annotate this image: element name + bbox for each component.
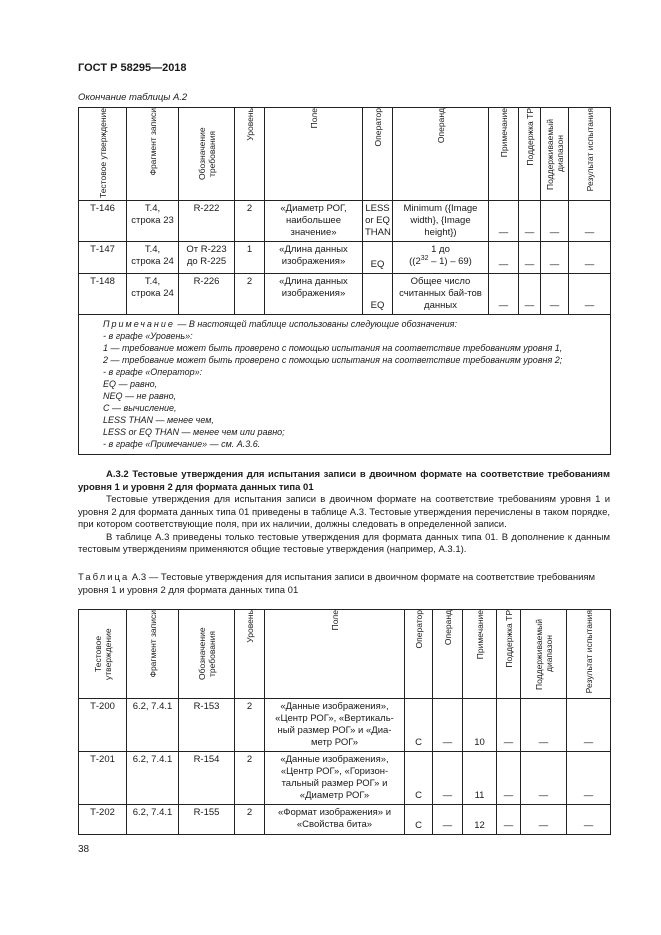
cell-tp: — — [519, 274, 541, 315]
col-header: Уровень — [244, 108, 255, 141]
cell-field: «Длина данных изображения» — [265, 242, 363, 274]
cell-requirement: R-153 — [179, 699, 235, 752]
col-header: Поддержка ТР — [524, 108, 535, 166]
cell-level: 2 — [235, 274, 265, 315]
note-line: EQ — равно, — [103, 379, 158, 389]
cell-note: 11 — [463, 752, 497, 805]
col-header: Примечание — [498, 108, 509, 158]
page-number: 38 — [78, 844, 90, 855]
cell-fragment: 6.2, 7.4.1 — [127, 805, 179, 835]
section-heading: А.3.2 Тестовые утверждения для испытания записи в двоичном формате на соответствие требованиям уровня 1 и уровня 2 для формата данных типа 01 — [78, 469, 610, 493]
cell-fragment: 6.2, 7.4.1 — [127, 699, 179, 752]
cell-fragment: Т.4, строка 24 — [127, 242, 179, 274]
cell-operand: Minimum ({Image width}, {Image height}) — [393, 201, 489, 242]
col-header: Поддерживаемый диапазон — [533, 618, 554, 690]
col-header: Операнд — [435, 108, 446, 144]
cell-id: Т-202 — [79, 805, 127, 835]
cell-fragment: Т.4, строка 23 — [127, 201, 179, 242]
cell-operator: EQ — [363, 274, 393, 315]
cell-fragment: Т.4, строка 24 — [127, 274, 179, 315]
col-header: Оператор — [413, 610, 424, 649]
table2-caption-text: А.3 — Тестовые утверждения для испытания записи в двоичном формате на соответствие требованиям уровня 1 и уровня 2 для формата данных типа 01 — [78, 572, 596, 596]
table-a2-end — [78, 107, 611, 455]
cell-range: — — [541, 242, 569, 274]
cell-fragment: 6.2, 7.4.1 — [127, 752, 179, 805]
cell-operand: — — [433, 805, 463, 835]
note-title: Примечание — [103, 319, 175, 329]
cell-field: «Данные изображения», «Центр РОГ», «Горизон-тальный размер РОГ» и «Диаметр РОГ» — [265, 752, 405, 805]
cell-operand: Общее число считанных бай-тов данных — [393, 274, 489, 315]
cell-field: «Диаметр РОГ, наибольшее значение» — [265, 201, 363, 242]
cell-requirement: R-222 — [179, 201, 235, 242]
cell-note: 12 — [463, 805, 497, 835]
note-line: LESS THAN — менее чем, — [103, 415, 214, 425]
col-header: Фрагмент записи — [147, 108, 158, 176]
col-header: Уровень — [244, 610, 255, 643]
section-a32 — [78, 469, 610, 557]
cell-field: «Формат изображения» и «Свойства бита» — [265, 805, 405, 835]
note-row — [79, 315, 611, 455]
section-paragraph: Тестовые утверждения для испытания записи в двоичном формате на соответствие требованиям уровня 1 и уровня 2 для формата данных типа 01 приведены в таблице А.3. Тестовые утверждения перечислены в таком порядке, при котором соответствующие поля, при их наличии, должны следовать в определенной записи. — [78, 494, 610, 530]
cell-range: — — [521, 805, 567, 835]
col-header: Результат испытания — [584, 108, 595, 192]
note-line: - в графе «Уровень»: — [103, 331, 193, 341]
cell-id: Т-146 — [79, 201, 127, 242]
cell-result: — — [569, 274, 611, 315]
cell-note: — — [489, 201, 519, 242]
cell-range: — — [521, 752, 567, 805]
cell-result: — — [567, 699, 611, 752]
cell-note: — — [489, 274, 519, 315]
cell-note: 10 — [463, 699, 497, 752]
cell-level: 2 — [235, 201, 265, 242]
note-line: С — вычисление, — [103, 403, 177, 413]
note-line: NEQ — не равно, — [103, 391, 177, 401]
cell-operand: — — [433, 699, 463, 752]
col-header: Обозначение требования — [196, 627, 217, 681]
cell-result: — — [567, 805, 611, 835]
table-row — [79, 805, 611, 835]
cell-level: 1 — [235, 242, 265, 274]
table-row — [79, 201, 611, 242]
cell-field: «Данные изображения», «Центр РОГ», «Вертикаль-ный размер РОГ» и «Диа-метр РОГ» — [265, 699, 405, 752]
cell-tp: — — [497, 805, 521, 835]
table1-caption: Окончание таблицы А.2 — [78, 92, 188, 103]
cell-requirement: R-154 — [179, 752, 235, 805]
cell-operand — [393, 242, 489, 274]
cell-operand: — — [433, 752, 463, 805]
col-header: Операнд — [442, 610, 453, 646]
table2-caption-label: Таблица — [78, 572, 130, 583]
cell-requirement: R-226 — [179, 274, 235, 315]
note-line: - в графе «Примечание» — см. А.3.6. — [103, 439, 261, 449]
col-header: Поддерживаемый диапазон — [544, 118, 565, 190]
cell-operator: С — [405, 805, 433, 835]
note-line: 2 — требование может быть проверено с помощью испытания на соответствие требованиям уровня 2; — [103, 355, 563, 365]
document-header: ГОСТ Р 58295—2018 — [78, 62, 187, 74]
cell-result: — — [567, 752, 611, 805]
cell-range: — — [541, 274, 569, 315]
cell-id: Т-201 — [79, 752, 127, 805]
col-header: Оператор — [372, 108, 383, 147]
note-heading — [103, 318, 604, 330]
cell-level: 2 — [235, 699, 265, 752]
cell-requirement: R-155 — [179, 805, 235, 835]
cell-tp: — — [519, 201, 541, 242]
operand-part: ((2 — [409, 256, 421, 267]
cell-tp: — — [519, 242, 541, 274]
cell-tp: — — [497, 699, 521, 752]
col-header: Фрагмент записи — [147, 610, 158, 678]
table-row — [79, 699, 611, 752]
col-header: Обозначение требования — [196, 127, 217, 181]
operand-exponent: 32 — [420, 254, 429, 262]
cell-operator: LESS or EQ THAN — [363, 201, 393, 242]
section-paragraph: В таблице А.3 приведены только тестовые утверждения для формата данных типа 01. В дополнение к данным тестовым утверждениям применяются общие тестовые утверждения (например, А.3.1). — [78, 531, 610, 555]
cell-id: Т-147 — [79, 242, 127, 274]
cell-operator: С — [405, 752, 433, 805]
table2-caption — [78, 572, 610, 597]
cell-id: Т-200 — [79, 699, 127, 752]
cell-range: — — [521, 699, 567, 752]
cell-level: 2 — [235, 805, 265, 835]
cell-operator: EQ — [363, 242, 393, 274]
cell-operator: С — [405, 699, 433, 752]
cell-result: — — [569, 242, 611, 274]
table-header-row — [79, 108, 611, 201]
table-row — [79, 242, 611, 274]
operand-part: – 1) – 69) — [428, 256, 472, 267]
cell-note: — — [489, 242, 519, 274]
cell-requirement: От R-223 до R-225 — [179, 242, 235, 274]
cell-range: — — [541, 201, 569, 242]
note-line: LESS or EQ THAN — менее чем или равно; — [103, 427, 285, 437]
note-intro: — В настоящей таблице использованы следующие обозначения: — [174, 319, 457, 329]
table-row — [79, 274, 611, 315]
cell-field: «Длина данных изображения» — [265, 274, 363, 315]
operand-line: 1 до — [431, 244, 450, 255]
note-line: 1 — требование может быть проверено с помощью испытания на соответствие требованиям уровня 1, — [103, 343, 563, 353]
col-header: Результат испытания — [583, 610, 594, 694]
col-header: Примечание — [474, 610, 485, 660]
table-a3 — [78, 609, 611, 835]
cell-tp: — — [497, 752, 521, 805]
table-note — [79, 315, 611, 455]
cell-level: 2 — [235, 752, 265, 805]
table-header-row — [79, 610, 611, 699]
col-header: Тестовое утверждение — [92, 628, 113, 680]
col-header: Поле — [329, 610, 340, 631]
col-header: Поле — [308, 108, 319, 129]
note-line: - в графе «Оператор»: — [103, 367, 203, 377]
table-row — [79, 752, 611, 805]
col-header: Поддержка ТР — [503, 610, 514, 668]
cell-id: Т-148 — [79, 274, 127, 315]
operand-formula — [395, 256, 486, 268]
cell-result: — — [569, 201, 611, 242]
col-header: Тестовое утверждение — [97, 108, 108, 199]
